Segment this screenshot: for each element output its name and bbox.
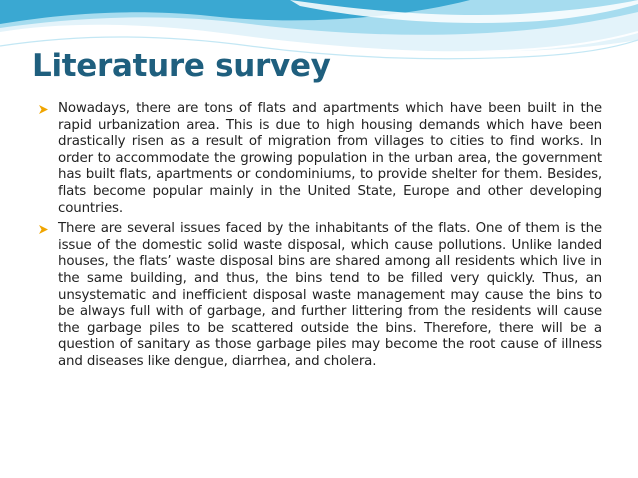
arrow-bullet-icon [38, 224, 49, 235]
bullet-text: There are several issues faced by the inhabitants of the flats. One of them is the issue of the domestic solid waste disposal, which cause pollutions. Unlike landed houses, the flats’ waste disposal bins are shared among all residents which live in the same building, and thus, the bins tend to be filled very quickly. Thus, an unsystematic and inefficient disposal waste management may cause the bins to be always full with of garbage, and further littering from the residents will cause the garbage piles to be scattered outside the bins. Therefore, there will be a question of sanitary as those garbage piles may become the root cause of illness and diseases like dengue, diarrhea, and cholera. [58, 221, 602, 369]
slide-title: Literature survey [32, 48, 331, 84]
bullet-item [38, 221, 602, 370]
bullet-item [38, 101, 602, 217]
bullet-list [38, 101, 602, 375]
bullet-text: Nowadays, there are tons of flats and apartments which have been built in the rapid urbanization area. This is due to high housing demands which have been drastically risen as a result of migration from villages to cities to find works. In order to accommodate the growing population in the urban area, the government has built flats, apartments or condominiums, to provide shelter for them. Besides, flats become popular mainly in the United State, Europe and other developing countries. [58, 101, 602, 216]
arrow-bullet-icon [38, 104, 49, 115]
